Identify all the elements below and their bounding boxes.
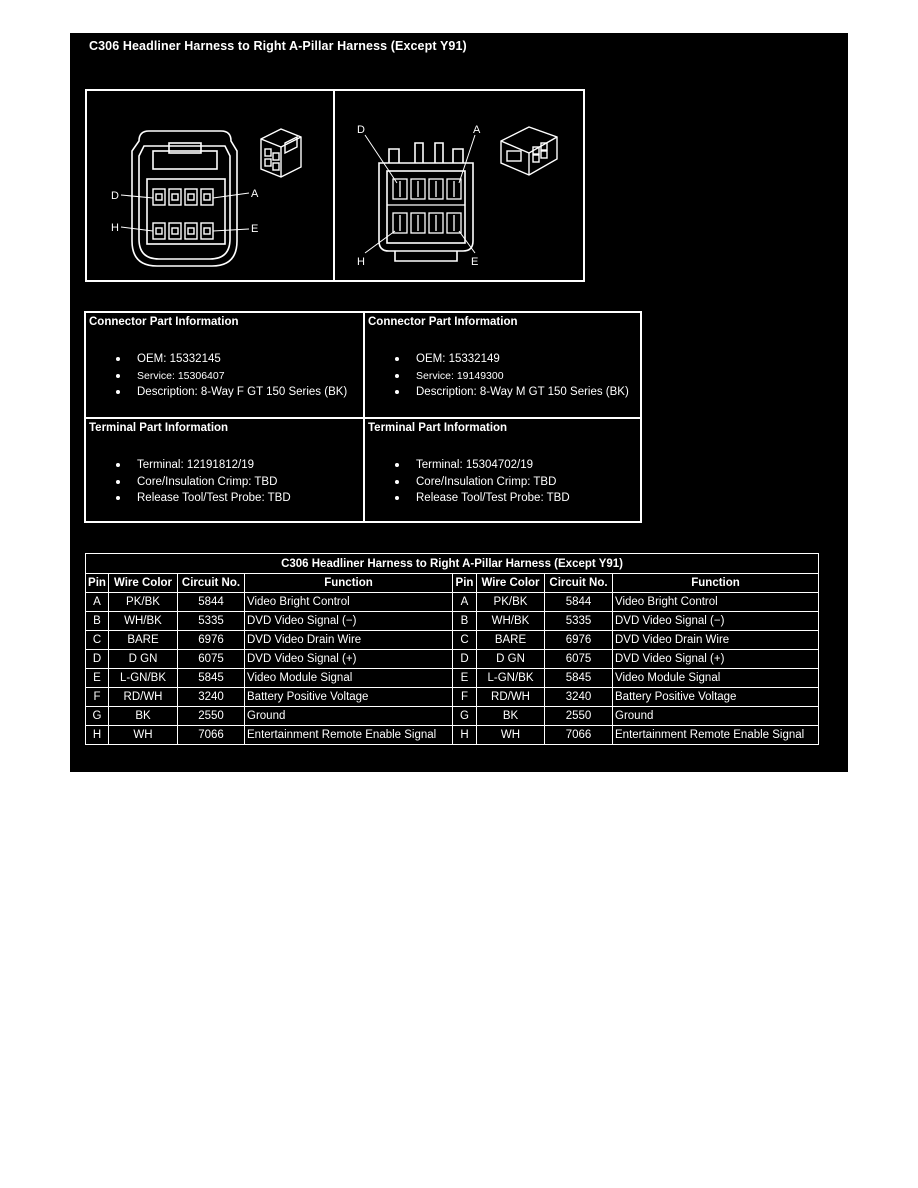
part-information-grid <box>84 311 642 523</box>
terminal-number: Terminal: 15304702/19 <box>365 457 570 474</box>
circuit-number-cell: 7066 <box>545 726 613 745</box>
function-cell: Entertainment Remote Enable Signal <box>245 726 453 745</box>
table-row <box>86 631 819 650</box>
pin-label-d: D <box>111 190 119 202</box>
wire-color-cell: L-GN/BK <box>109 669 178 688</box>
function-cell: Ground <box>613 707 819 726</box>
wire-color-cell: WH/BK <box>109 612 178 631</box>
pin-cell: B <box>453 612 477 631</box>
release-tool-info: Release Tool/Test Probe: TBD <box>365 490 570 507</box>
terminal-part-info-male <box>365 419 642 524</box>
pin-label-e: E <box>251 223 259 235</box>
function-cell: Ground <box>245 707 453 726</box>
pin-cell: E <box>453 669 477 688</box>
function-cell: DVD Video Signal (−) <box>613 612 819 631</box>
table-row <box>86 612 819 631</box>
table-row <box>86 650 819 669</box>
circuit-number-header: Circuit No. <box>545 574 613 593</box>
service-number: Service: 15306407 <box>86 368 347 385</box>
table-row <box>86 707 819 726</box>
release-tool-info: Release Tool/Test Probe: TBD <box>86 490 291 507</box>
connector-description: Description: 8-Way F GT 150 Series (BK) <box>86 384 347 401</box>
circuit-number-cell: 3240 <box>545 688 613 707</box>
connector-description: Description: 8-Way M GT 150 Series (BK) <box>365 384 629 401</box>
pin-cell: B <box>86 612 109 631</box>
function-cell: Video Bright Control <box>613 593 819 612</box>
cell-heading: Terminal Part Information <box>368 422 508 434</box>
oem-number: OEM: 15332149 <box>365 351 629 368</box>
pin-cell: H <box>86 726 109 745</box>
wire-color-cell: BK <box>109 707 178 726</box>
table-caption: C306 Headliner Harness to Right A-Pillar Harness (Except Y91) <box>86 554 819 574</box>
circuit-number-cell: 6976 <box>178 631 245 650</box>
wire-color-cell: BK <box>477 707 545 726</box>
wire-color-cell: BARE <box>477 631 545 650</box>
table-row <box>86 669 819 688</box>
pin-cell: G <box>86 707 109 726</box>
wire-color-cell: WH <box>477 726 545 745</box>
pin-assignment-table <box>85 553 819 745</box>
function-cell: DVD Video Signal (+) <box>245 650 453 669</box>
cell-heading: Connector Part Information <box>89 316 239 328</box>
wire-color-cell: D GN <box>477 650 545 669</box>
function-cell: DVD Video Signal (+) <box>613 650 819 669</box>
table-row <box>86 726 819 745</box>
pin-cell: D <box>86 650 109 669</box>
terminal-part-info-female <box>86 419 363 524</box>
wire-color-cell: RD/WH <box>477 688 545 707</box>
function-cell: Video Bright Control <box>245 593 453 612</box>
pin-cell: A <box>86 593 109 612</box>
circuit-number-cell: 7066 <box>178 726 245 745</box>
wire-color-header: Wire Color <box>109 574 178 593</box>
circuit-number-cell: 6075 <box>545 650 613 669</box>
oem-number: OEM: 15332145 <box>86 351 347 368</box>
pin-cell: D <box>453 650 477 669</box>
circuit-number-cell: 5335 <box>545 612 613 631</box>
pin-label-h: H <box>357 256 365 268</box>
wire-color-header: Wire Color <box>477 574 545 593</box>
circuit-number-cell: 6075 <box>178 650 245 669</box>
connector-illustration <box>85 89 585 282</box>
table-body <box>86 593 819 745</box>
connector-part-info-female <box>86 313 363 418</box>
function-cell: Battery Positive Voltage <box>613 688 819 707</box>
circuit-number-cell: 5845 <box>545 669 613 688</box>
wire-color-cell: L-GN/BK <box>477 669 545 688</box>
function-cell: Entertainment Remote Enable Signal <box>613 726 819 745</box>
pin-label-e: E <box>471 256 479 268</box>
pin-cell: F <box>453 688 477 707</box>
circuit-number-cell: 5844 <box>178 593 245 612</box>
function-header: Function <box>245 574 453 593</box>
wire-color-cell: RD/WH <box>109 688 178 707</box>
circuit-number-cell: 5845 <box>178 669 245 688</box>
pin-cell: A <box>453 593 477 612</box>
circuit-number-header: Circuit No. <box>178 574 245 593</box>
function-cell: DVD Video Drain Wire <box>613 631 819 650</box>
pin-cell: C <box>86 631 109 650</box>
function-cell: DVD Video Drain Wire <box>245 631 453 650</box>
female-connector-face-drawing <box>87 91 333 280</box>
function-header: Function <box>613 574 819 593</box>
male-connector-face-drawing <box>335 91 583 280</box>
wire-color-cell: WH/BK <box>477 612 545 631</box>
function-cell: Battery Positive Voltage <box>245 688 453 707</box>
pin-cell: G <box>453 707 477 726</box>
cell-heading: Terminal Part Information <box>89 422 229 434</box>
pin-header: Pin <box>86 574 109 593</box>
service-number: Service: 19149300 <box>365 368 629 385</box>
wire-color-cell: D GN <box>109 650 178 669</box>
connector-part-info-male <box>365 313 642 418</box>
wire-color-cell: PK/BK <box>477 593 545 612</box>
pin-cell: F <box>86 688 109 707</box>
crimp-info: Core/Insulation Crimp: TBD <box>365 474 570 491</box>
function-cell: Video Module Signal <box>245 669 453 688</box>
pin-cell: H <box>453 726 477 745</box>
circuit-number-cell: 2550 <box>545 707 613 726</box>
pin-header: Pin <box>453 574 477 593</box>
wire-color-cell: BARE <box>109 631 178 650</box>
cell-heading: Connector Part Information <box>368 316 518 328</box>
pin-label-h: H <box>111 222 119 234</box>
wire-color-cell: PK/BK <box>109 593 178 612</box>
wire-color-cell: WH <box>109 726 178 745</box>
circuit-number-cell: 6976 <box>545 631 613 650</box>
pin-label-a: A <box>251 188 259 200</box>
function-cell: Video Module Signal <box>613 669 819 688</box>
crimp-info: Core/Insulation Crimp: TBD <box>86 474 291 491</box>
pin-cell: E <box>86 669 109 688</box>
circuit-number-cell: 5844 <box>545 593 613 612</box>
circuit-number-cell: 5335 <box>178 612 245 631</box>
document-panel <box>70 33 848 772</box>
circuit-number-cell: 2550 <box>178 707 245 726</box>
pin-label-a: A <box>473 124 481 136</box>
page-title: C306 Headliner Harness to Right A-Pillar Harness (Except Y91) <box>89 39 467 53</box>
pin-cell: C <box>453 631 477 650</box>
function-cell: DVD Video Signal (−) <box>245 612 453 631</box>
table-row <box>86 688 819 707</box>
table-header-row <box>86 574 819 593</box>
pin-label-d: D <box>357 124 365 136</box>
circuit-number-cell: 3240 <box>178 688 245 707</box>
table-row <box>86 593 819 612</box>
terminal-number: Terminal: 12191812/19 <box>86 457 291 474</box>
